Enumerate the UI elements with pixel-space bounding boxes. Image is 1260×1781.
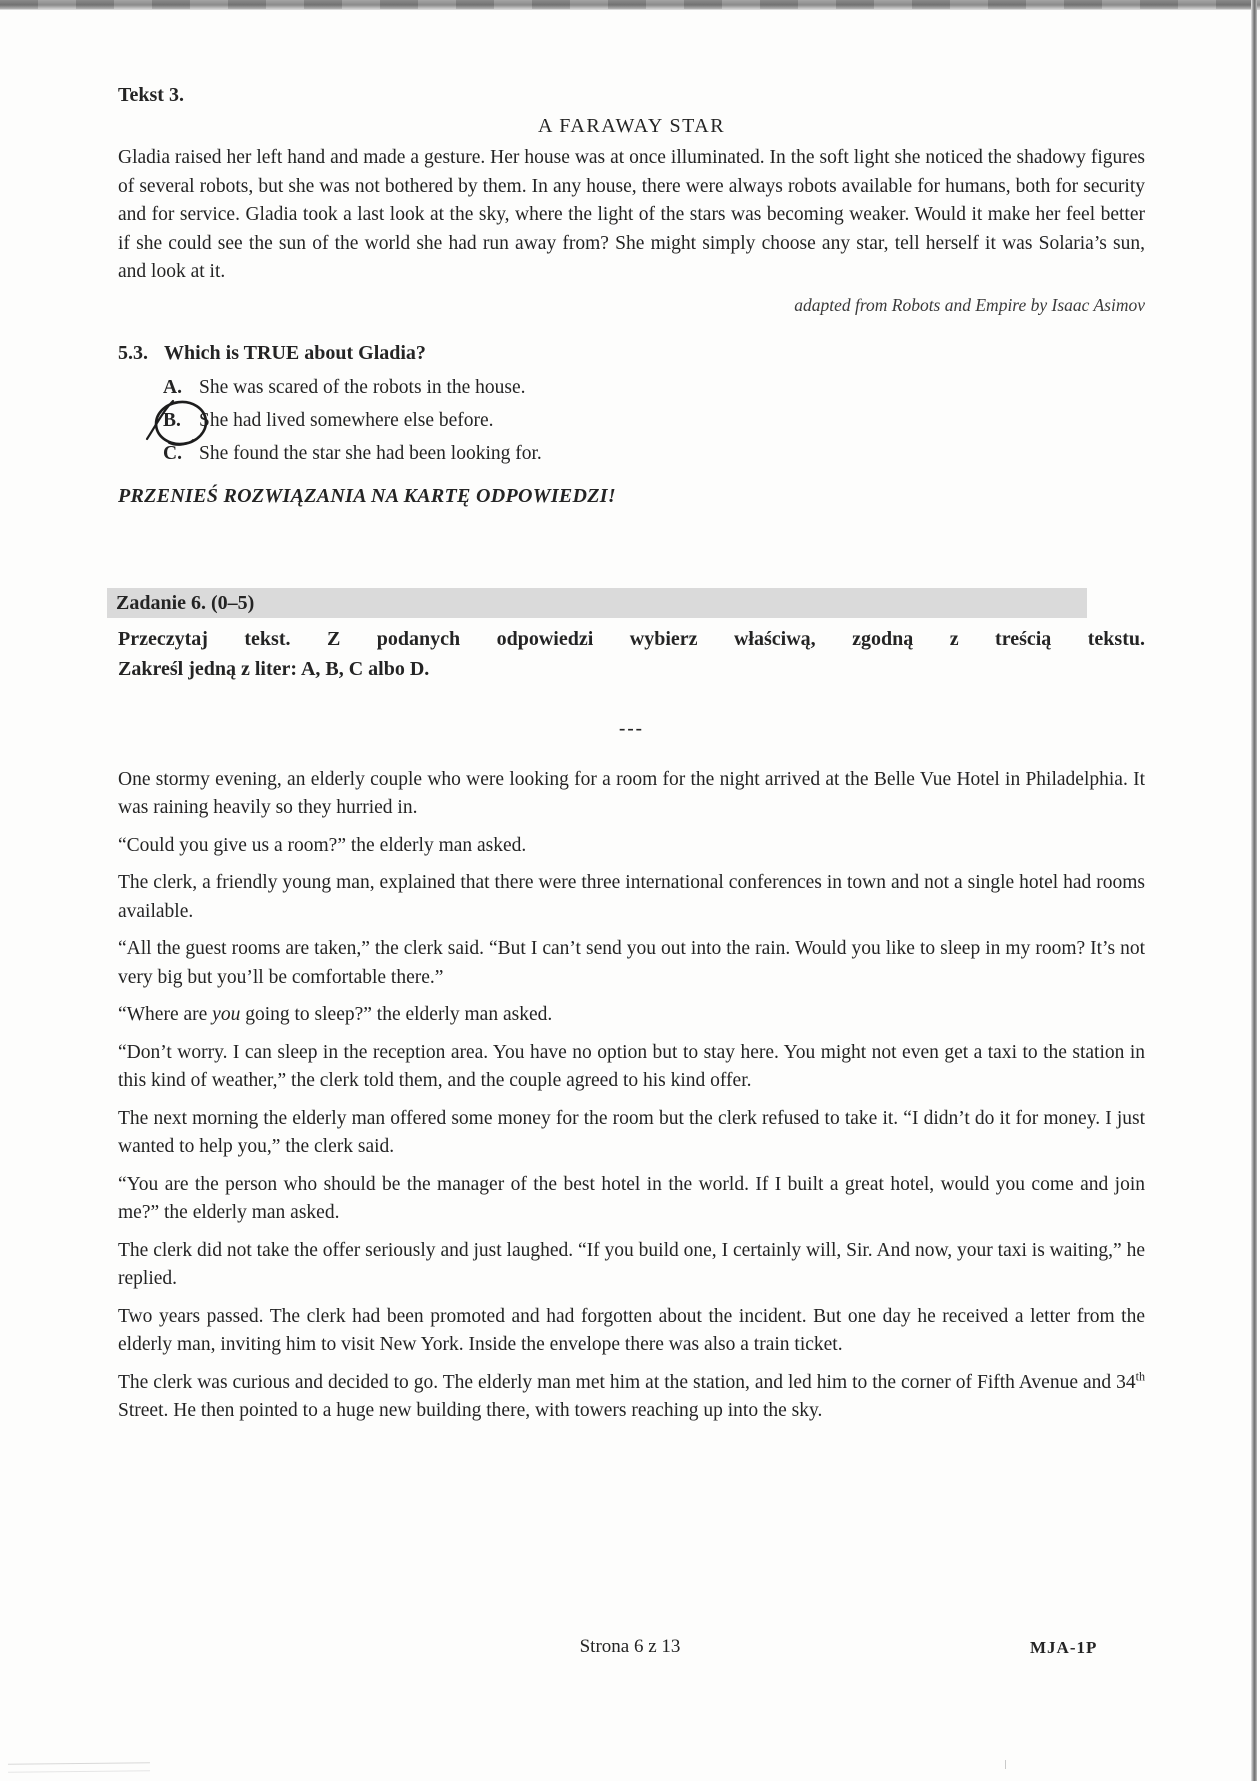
page-content xyxy=(118,0,1145,1435)
section-divider: --- xyxy=(619,717,644,739)
question-text: Which is TRUE about Gladia? xyxy=(164,341,426,364)
task6-instruction-line2: Zakreśl jedną z liter: A, B, C albo D. xyxy=(118,657,430,680)
option-c-text: She found the star she had been looking for. xyxy=(199,442,542,464)
option-b-text: She had lived somewhere else before. xyxy=(199,409,494,431)
story-paragraph-3: The clerk, a friendly young man, explained that there were three international conferences in town and not a single hotel had rooms available. xyxy=(118,872,1145,922)
option-b xyxy=(163,406,1145,436)
source-attribution: adapted from Robots and Empire by Isaac Asimov xyxy=(794,294,1145,315)
text3-label: Tekst 3. xyxy=(118,84,184,106)
text3-title: A FARAWAY STAR xyxy=(537,115,726,137)
option-a-letter: A. xyxy=(163,376,182,398)
options-list xyxy=(118,373,1145,469)
task6-header: Zadanie 6. (0–5) xyxy=(116,591,255,614)
task6-story xyxy=(118,766,1145,1426)
option-b-letter: B. xyxy=(163,406,199,436)
option-c-letter: C. xyxy=(163,442,182,464)
task6-header-bar xyxy=(107,588,1087,618)
story-paragraph-8: “You are the person who should be the manager of the best hotel in the world. If I built a great hotel, would you come and join me?” the elderly man asked. xyxy=(118,1173,1145,1223)
story-paragraph-1: One stormy evening, an elderly couple who were looking for a room for the night arrived at the Belle Vue Hotel in Philadelphia. It was raining heavily so they hurried in. xyxy=(118,768,1145,818)
ordinal-suffix: th xyxy=(1135,1369,1145,1383)
story-paragraph-7: The next morning the elderly man offered some money for the room but the clerk refused to take it. “I didn’t do it for money. I just wanted to help you,” the clerk said. xyxy=(118,1107,1145,1157)
transfer-instruction: PRZENIEŚ ROZWIĄZANIA NA KARTĘ ODPOWIEDZI! xyxy=(118,484,616,507)
option-a xyxy=(163,373,1145,403)
story-paragraph-11: The clerk was curious and decided to go. The elderly man met him at the station, and led him to the corner of Fifth Avenue and 34th Street. He then pointed to a huge new building there, with towers reaching up into the sky. xyxy=(118,1369,1145,1421)
option-a-text: She was scared of the robots in the house. xyxy=(199,376,526,398)
option-c xyxy=(163,439,1145,469)
scan-bottom-artifact xyxy=(8,1762,150,1772)
story-paragraph-4: “All the guest rooms are taken,” the clerk said. “But I can’t send you out into the rain. Would you like to sleep in my room? It’s not very big but you’ll be comfortable there.” xyxy=(118,938,1145,988)
footer-page-number: Strona 6 z 13 xyxy=(579,1636,681,1657)
footer-exam-code: MJA-1P xyxy=(1030,1638,1098,1657)
italic-you: you xyxy=(212,1004,241,1025)
task6-instruction-line1: Przeczytaj tekst. Z podanych odpowiedzi wybierz właściwą, zgodną z treścią tekstu. xyxy=(118,627,1145,650)
text3-paragraph: Gladia raised her left hand and made a gesture. Her house was at once illuminated. In the soft light she noticed the shadowy figures of several robots, but she was not bothered by them. In any house, there were always robots available for humans, both for security and for service. Gladia took a last look at the sky, where the light of the stars was becoming weaker. Would it make her feel better if she could see the sun of the world she had run away from? She might simply choose any star, tell herself it was Solaria’s sun, and look at it. xyxy=(118,147,1145,282)
story-paragraph-2: “Could you give us a room?” the elderly man asked. xyxy=(118,834,527,856)
scan-bottom-tick-artifact xyxy=(1005,1760,1006,1769)
story-paragraph-6: “Don’t worry. I can sleep in the reception area. You have no option but to stay here. You might not even get a taxi to the station in this kind of weather,” the clerk told them, and the couple agreed to his kind offer. xyxy=(118,1041,1145,1091)
story-paragraph-9: The clerk did not take the offer seriously and just laughed. “If you build one, I certainly will, Sir. And now, your taxi is waiting,” he replied. xyxy=(118,1239,1145,1289)
question-number: 5.3. xyxy=(118,341,148,364)
scan-right-edge-artifact xyxy=(1251,0,1257,1781)
story-paragraph-10: Two years passed. The clerk had been promoted and had forgotten about the incident. But one day he received a letter from the elderly man, inviting him to visit New York. Inside the envelope there was also a train ticket. xyxy=(118,1305,1145,1355)
question-5-3 xyxy=(118,342,1145,365)
story-paragraph-5: “Where are you going to sleep?” the elderly man asked. xyxy=(118,1004,553,1025)
